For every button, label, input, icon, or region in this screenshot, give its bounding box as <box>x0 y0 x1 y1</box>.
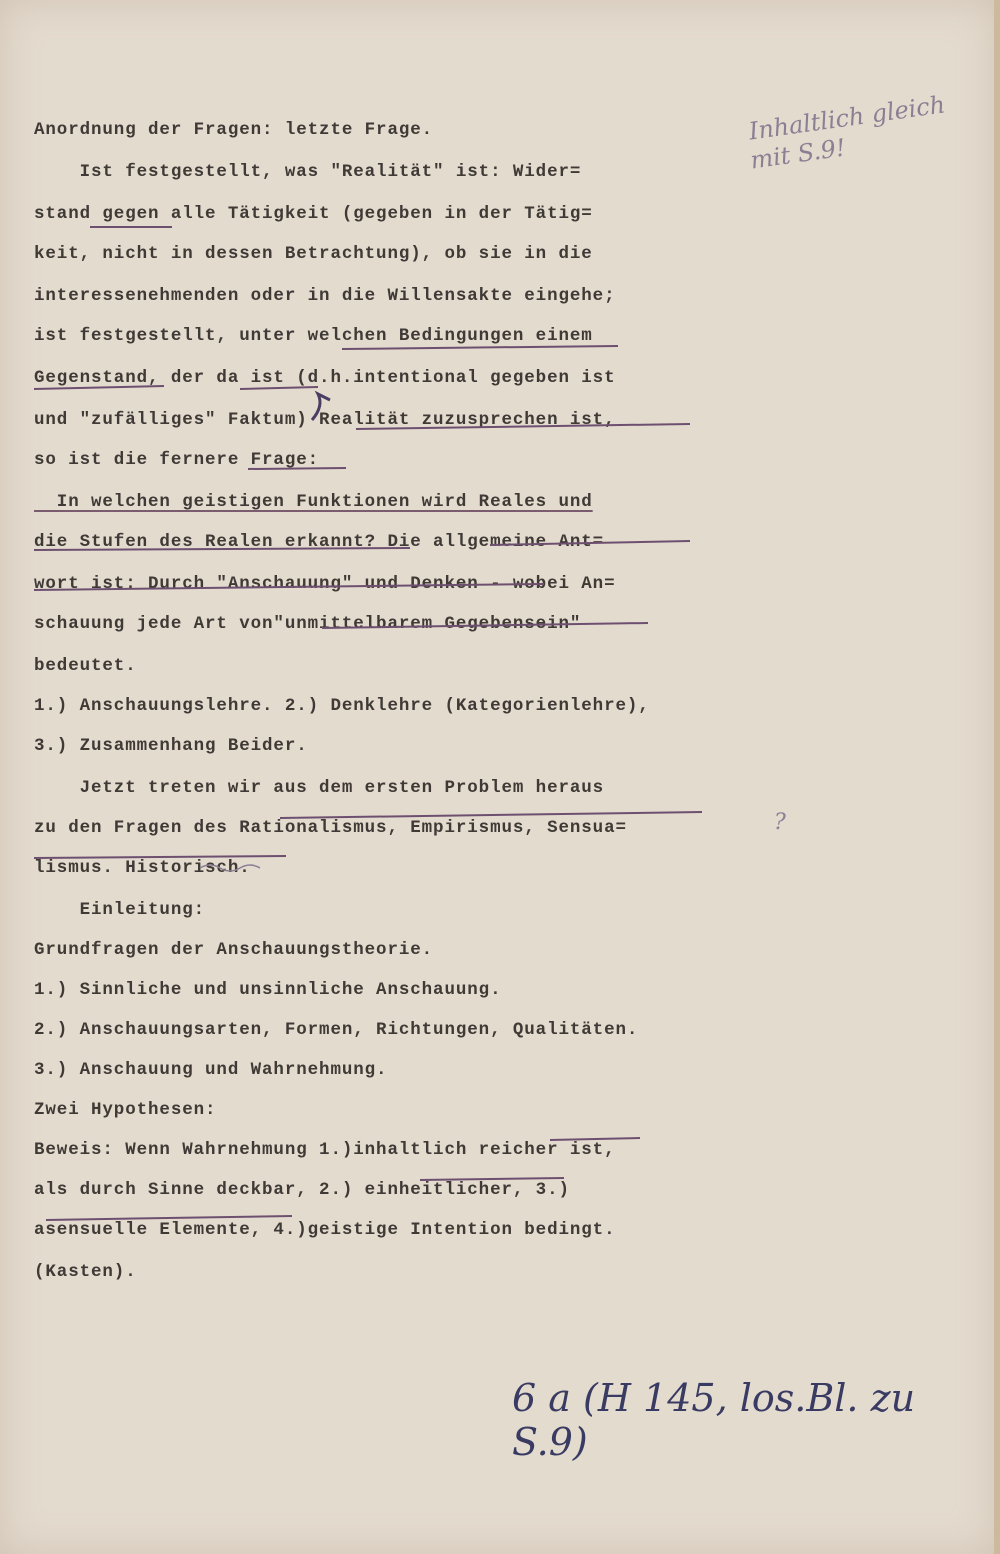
text-line-6: ist festgestellt, unter welchen Bedingungen einem <box>34 326 593 346</box>
text-line-18: zu den Fragen des Rationalismus, Empirismus, Sensua= <box>34 818 627 838</box>
text-line-14: bedeutet. <box>34 656 137 676</box>
text-line-21: Grundfragen der Anschauungstheorie. <box>34 940 434 960</box>
archive-footer-note: 6 a (H 145, los.Bl. zu S.9) <box>512 1376 916 1464</box>
margin-question-mark: ? <box>774 810 786 835</box>
text-line-26: Beweis: Wenn Wahrnehmung 1.)inhaltlich reicher ist, <box>34 1140 616 1160</box>
text-line-8: und "zufälliges" Faktum) Realität zuzusprechen ist, <box>34 410 616 430</box>
page-edge <box>994 0 1000 1554</box>
text-line-1: Anordnung der Fragen: letzte Frage. <box>34 120 434 140</box>
text-line-27: als durch Sinne deckbar, 2.) einheitlicher, 3.) <box>34 1180 570 1200</box>
text-line-3: stand gegen alle Tätigkeit (gegeben in der Tätig= <box>34 204 593 224</box>
text-line-10: In welchen geistigen Funktionen wird Reales und <box>34 492 593 512</box>
text-line-13: schauung jede Art von"unmittelbarem Gegebensein" <box>34 614 582 634</box>
text-line-5: interessenehmenden oder in die Willensakte eingehe; <box>34 286 616 306</box>
text-line-12: wort ist: Durch "Anschauung" und Denken - wobei An= <box>34 574 616 594</box>
text-line-25: Zwei Hypothesen: <box>34 1100 217 1120</box>
text-line-11: die Stufen des Realen erkannt? Die allgemeine Ant= <box>34 532 605 552</box>
text-line-7: Gegenstand, der da ist (d.h.intentional gegeben ist <box>34 368 616 388</box>
text-line-2: Ist festgestellt, was "Realität" ist: Wider= <box>34 162 582 182</box>
text-line-16: 3.) Zusammenhang Beider. <box>34 736 308 756</box>
text-line-28: asensuelle Elemente, 4.)geistige Intention bedingt. <box>34 1220 616 1240</box>
text-line-9: so ist die fernere Frage: <box>34 450 320 470</box>
text-line-4: keit, nicht in dessen Betrachtung), ob sie in die <box>34 244 593 264</box>
text-line-17: Jetzt treten wir aus dem ersten Problem heraus <box>34 778 605 798</box>
text-line-29: (Kasten). <box>34 1262 137 1282</box>
text-line-23: 2.) Anschauungsarten, Formen, Richtungen, Qualitäten. <box>34 1020 639 1040</box>
text-line-22: 1.) Sinnliche und unsinnliche Anschauung. <box>34 980 502 1000</box>
margin-note-line1: Inhaltlich gleich <box>747 90 947 146</box>
text-line-15: 1.) Anschauungslehre. 2.) Denklehre (Kategorienlehre), <box>34 696 650 716</box>
text-line-24: 3.) Anschauung und Wahrnehmung. <box>34 1060 388 1080</box>
text-line-20: Einleitung: <box>34 900 206 920</box>
margin-note-line2: mit S.9! <box>748 133 848 175</box>
text-line-19: lismus. Historisch. <box>34 858 251 878</box>
